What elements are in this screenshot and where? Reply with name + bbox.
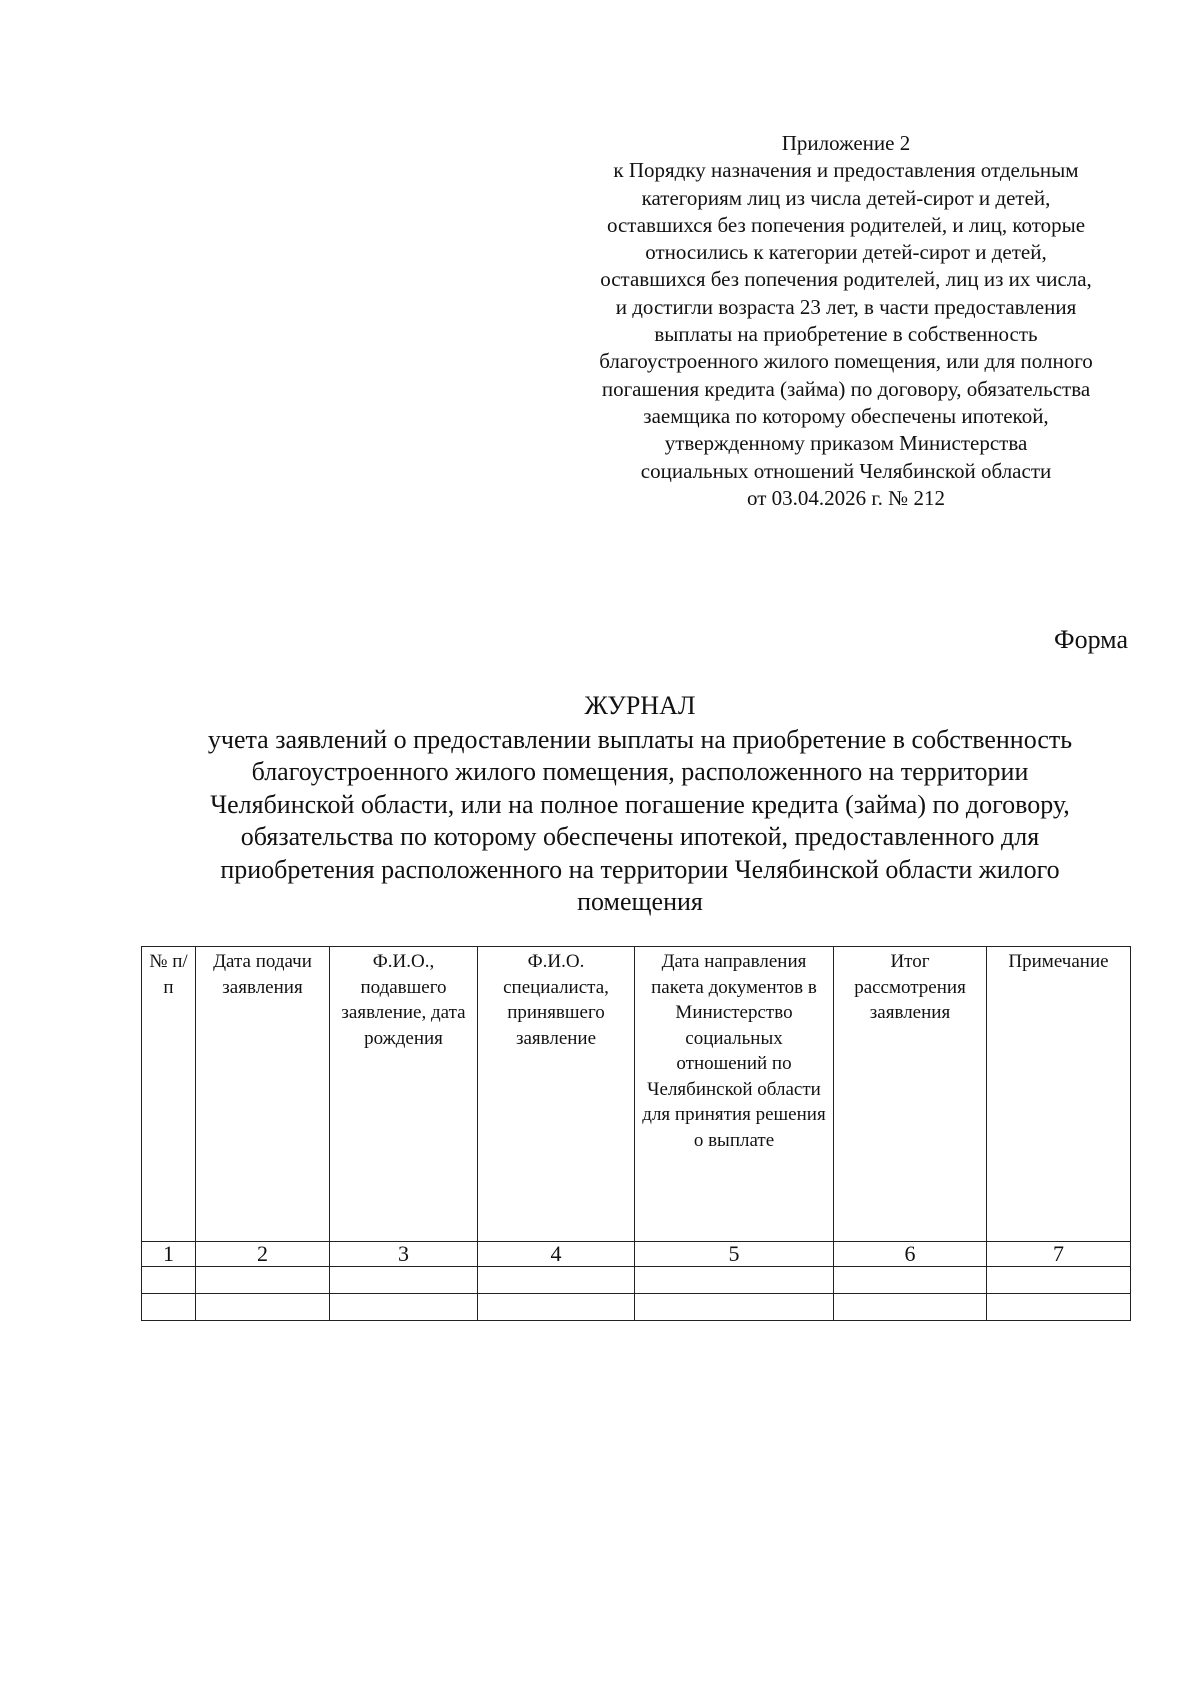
header-dispatch-date: Дата направления пакета документов в Министерство социальных отношений по Челябинской области для принятия решения о выплате [635, 947, 834, 1242]
table-header-row [142, 947, 1131, 1242]
appendix-line: погашения кредита (займа) по договору, обязательства [601, 376, 1091, 401]
appendix-line: оставшихся без попечения родителей, и лиц, которые [606, 212, 1086, 237]
table-cell [635, 1267, 834, 1294]
appendix-line: Приложение 2 [781, 131, 911, 155]
column-number: 3 [330, 1242, 478, 1267]
appendix-line: относились к категории детей-сирот и детей, [645, 240, 1047, 265]
appendix-line: социальных отношений Челябинской области [640, 458, 1052, 483]
journal-subtitle-line: благоустроенного жилого помещения, расположенного на территории [251, 757, 1029, 787]
column-number: 2 [196, 1242, 330, 1267]
table-row [142, 1294, 1131, 1321]
column-number: 4 [478, 1242, 635, 1267]
journal-subtitle-line: обязательства по которому обеспечены ипотекой, предоставленного для [240, 822, 1040, 852]
table-cell [196, 1294, 330, 1321]
table-row [142, 1267, 1131, 1294]
appendix-line: утвержденному приказом Министерства [664, 431, 1028, 456]
journal-subtitle [140, 724, 1140, 918]
journal-title: ЖУРНАЛ [584, 691, 696, 720]
table-cell [987, 1294, 1131, 1321]
table-cell [330, 1267, 478, 1294]
table-cell [142, 1267, 196, 1294]
appendix-line: к Порядку назначения и предоставления отдельным [613, 158, 1079, 183]
header-specialist-name: Ф.И.О. специалиста, принявшего заявление [478, 947, 635, 1242]
header-applicant-name: Ф.И.О., подавшего заявление, дата рождения [330, 947, 478, 1242]
form-label: Форма [1054, 625, 1128, 654]
appendix-line: от 03.04.2026 г. № 212 [747, 485, 945, 510]
table-cell [834, 1267, 987, 1294]
header-review-result: Итог рассмотрения заявления [834, 947, 987, 1242]
appendix-line: благоустроенного жилого помещения, или для полного [599, 349, 1093, 374]
table-cell [142, 1294, 196, 1321]
appendix-line: и достигли возраста 23 лет, в части предоставления [615, 294, 1077, 319]
table-cell [478, 1294, 635, 1321]
appendix-line: оставшихся без попечения родителей, лиц из их числа, [600, 267, 1092, 292]
table-cell [635, 1294, 834, 1321]
journal-subtitle-line: учета заявлений о предоставлении выплаты на приобретение в собственность [207, 725, 1073, 754]
journal-table [141, 946, 1131, 1321]
appendix-line: категориям лиц из числа детей-сирот и детей, [641, 185, 1051, 210]
table-cell [330, 1294, 478, 1321]
header-submission-date: Дата подачи заявления [196, 947, 330, 1242]
column-number: 6 [834, 1242, 987, 1267]
appendix-line: заемщика по которому обеспечены ипотекой, [643, 403, 1049, 428]
header-note: Примечание [987, 947, 1131, 1242]
appendix-block [548, 130, 1144, 512]
journal-subtitle-line: приобретения расположенного на территории Челябинской области жилого [220, 854, 1060, 884]
table-cell [987, 1267, 1131, 1294]
column-number: 1 [142, 1242, 196, 1267]
table-cell [196, 1267, 330, 1294]
journal-subtitle-line: Челябинской области, или на полное погашение кредита (займа) по договору, [210, 789, 1070, 819]
header-number: № п/п [142, 947, 196, 1242]
table-cell [478, 1267, 635, 1294]
column-number: 7 [987, 1242, 1131, 1267]
table-cell [834, 1294, 987, 1321]
journal-subtitle-line: помещения [577, 887, 703, 917]
appendix-line: выплаты на приобретение в собственность [654, 322, 1038, 347]
column-number: 5 [635, 1242, 834, 1267]
column-number-row [142, 1242, 1131, 1267]
